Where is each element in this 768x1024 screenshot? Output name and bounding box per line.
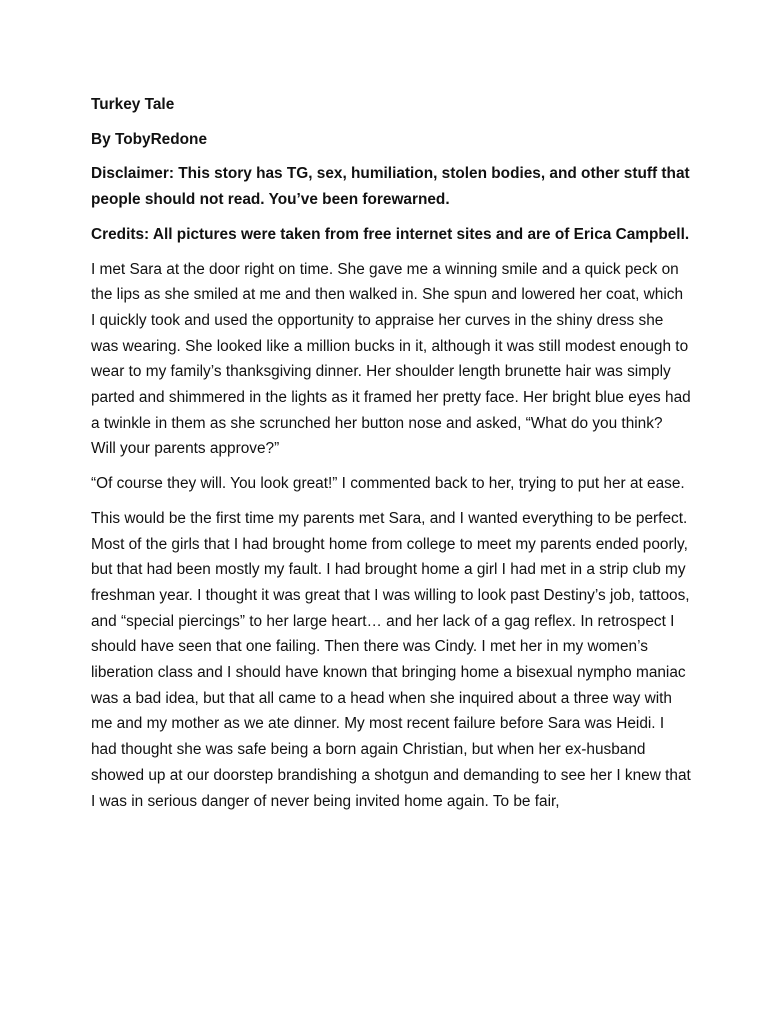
body-paragraph: This would be the first time my parents met Sara, and I wanted everything to be perfect. Most of the girls that I had brought home from college to meet my parents ended poorly, but that had been mostly my fault. I had brought home a girl I had met in a strip club my freshman year. I thought it was great that I was willing to look past Destiny’s job, tattoos, and “special piercings” to her large heart… and her lack of a gag reflex. In retrospect I should have seen that one failing. Then there was Cindy. I met her in my women’s liberation class and I should have known that bringing home a bisexual nympho maniac was a bad idea, but that all came to a head when she inquired about a three way with me and my mother as we ate dinner. My most recent failure before Sara was Heidi. I had thought she was safe being a born again Christian, but when her ex-husband showed up at our doorstep brandishing a shotgun and demanding to see her I knew that I was in serious danger of never being invited home again. To be fair, [91,509,691,810]
story-title: Turkey Tale [91,96,175,113]
body-paragraph: “Of course they will. You look great!” I commented back to her, trying to put her at ease. [91,475,685,493]
document-page [91,92,691,823]
body-paragraph: I met Sara at the door right on time. She gave me a winning smile and a quick peck on the lips as she smiled at me and then walked in. She spun and lowered her coat, which I quickly took and used the opportunity to appraise her curves in the shiny dress she was wearing. She looked like a million bucks in it, although it was still modest enough to wear to my family’s thanksgiving dinner. Her shoulder length brunette hair was simply parted and shimmered in the lights as it framed her pretty face. Her bright blue eyes had a twinkle in them as she scrunched her button nose and asked, “What do you think? Will your parents approve?” [91,260,691,458]
disclaimer-paragraph: Disclaimer: This story has TG, sex, humiliation, stolen bodies, and other stuff that people should not read. You’ve been forewarned. [91,165,690,209]
credits-paragraph: Credits: All pictures were taken from free internet sites and are of Erica Campbell. [91,225,690,243]
story-byline: By TobyRedone [91,130,208,148]
